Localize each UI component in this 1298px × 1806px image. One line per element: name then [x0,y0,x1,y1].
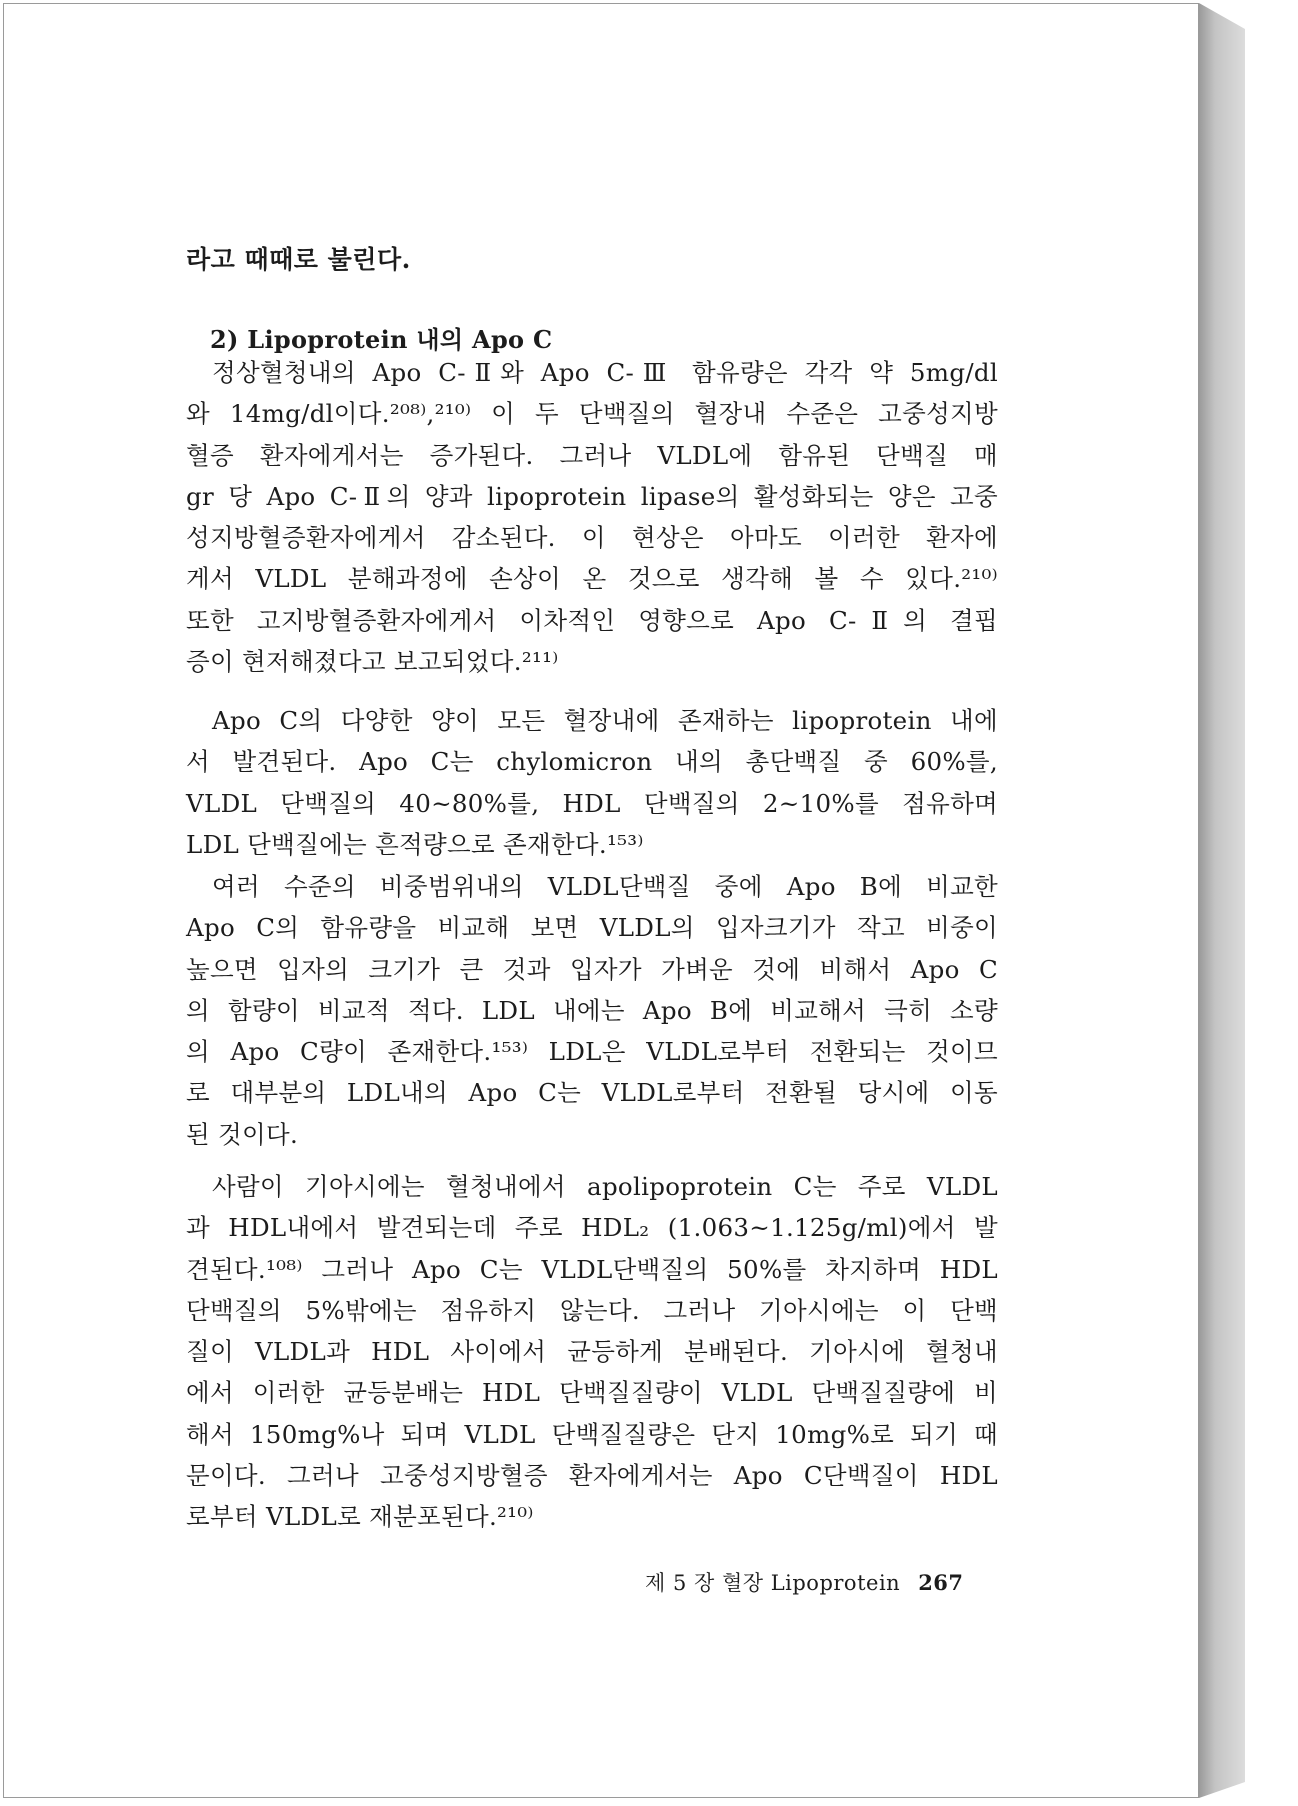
text-line: 게서 VLDL 분해과정에 손상이 온 것으로 생각해 볼 수 있다.²¹⁰⁾ [186,564,998,594]
text-line: 견된다.¹⁰⁸⁾ 그러나 Apo C는 VLDL단백질의 50%를 차지하며 HDL [186,1254,998,1284]
text-line: 의 Apo C량이 존재한다.¹⁵³⁾ LDL은 VLDL로부터 전환되는 것이므 [186,1037,998,1067]
paragraph-2 [186,700,998,865]
paragraph-3 [186,866,998,1155]
text-line: 혈증 환자에게서는 증가된다. 그러나 VLDL에 함유된 단백질 매 [186,440,998,470]
text-line: 로부터 VLDL로 재분포된다.²¹⁰⁾ [186,1502,534,1532]
text-line: 증이 현저해졌다고 보고되었다.²¹¹⁾ [186,647,559,677]
text-line: 로 대부분의 LDL내의 Apo C는 VLDL로부터 전환될 당시에 이동 [186,1078,998,1108]
text-line: 질이 VLDL과 HDL 사이에서 균등하게 분배된다. 기아시에 혈청내 [186,1337,998,1367]
page-number: 267 [918,1570,964,1595]
text-line: 해서 150mg%나 되며 VLDL 단백질질량은 단지 10mg%로 되기 때 [186,1419,998,1449]
text-line: 여러 수준의 비중범위내의 VLDL단백질 중에 Apo B에 비교한 [212,872,998,901]
text-line: 문이다. 그러나 고중성지방혈증 환자에게서는 Apo C단백질이 HDL [186,1461,998,1491]
text-line: gr 당 Apo C-Ⅱ의 양과 lipoprotein lipase의 활성화되는 양은 고중 [186,481,998,511]
text-line: 또한 고지방혈증환자에게서 이차적인 영향으로 Apo C-Ⅱ의 결핍 [186,605,998,635]
running-head: 제 5 장 혈장 Lipoprotein [645,1571,901,1595]
page-footer [645,1567,964,1597]
text-line: Apo C의 함유량을 비교해 보면 VLDL의 입자크기가 작고 비중이 [186,913,998,943]
text-line: 의 함량이 비교적 적다. LDL 내에는 Apo B에 비교해서 극히 소량 [186,995,998,1025]
paragraph-4 [186,1166,998,1538]
text-line: VLDL 단백질의 40~80%를, HDL 단백질의 2~10%를 점유하며 [186,788,998,818]
text-line: 성지방혈증환자에게서 감소된다. 이 현상은 아마도 이러한 환자에 [186,523,998,553]
page-edge-shadow [1199,3,1245,1798]
text-line: 과 HDL내에서 발견되는데 주로 HDL₂ (1.063~1.125g/ml)에서 발 [186,1213,998,1243]
text-line: 높으면 입자의 크기가 큰 것과 입자가 가벼운 것에 비해서 Apo C [186,954,998,984]
text-line: 사람이 기아시에는 혈청내에서 apolipoprotein C는 주로 VLDL [212,1172,998,1201]
text-line: 정상혈청내의 Apo C-Ⅱ와 Apo C-Ⅲ 함유량은 각각 약 5mg/dl [212,358,998,387]
paragraph-1 [186,352,998,682]
section-heading: 2) Lipoprotein 내의 Apo C [210,325,553,354]
continuation-line: 라고 때때로 불린다. [186,245,411,274]
text-line: 에서 이러한 균등분배는 HDL 단백질질량이 VLDL 단백질질량에 비 [186,1378,998,1408]
text-line: LDL 단백질에는 흔적량으로 존재한다.¹⁵³⁾ [186,829,644,859]
text-line: 서 발견된다. Apo C는 chylomicron 내의 총단백질 중 60%를, [186,747,998,777]
text-line: 와 14mg/dl이다.²⁰⁸⁾,²¹⁰⁾ 이 두 단백질의 혈장내 수준은 고중성지방 [186,399,998,429]
text-line: 된 것이다. [186,1119,299,1149]
text-line: Apo C의 다양한 양이 모든 혈장내에 존재하는 lipoprotein 내에 [212,706,998,735]
text-line: 단백질의 5%밖에는 점유하지 않는다. 그러나 기아시에는 이 단백 [186,1295,998,1325]
